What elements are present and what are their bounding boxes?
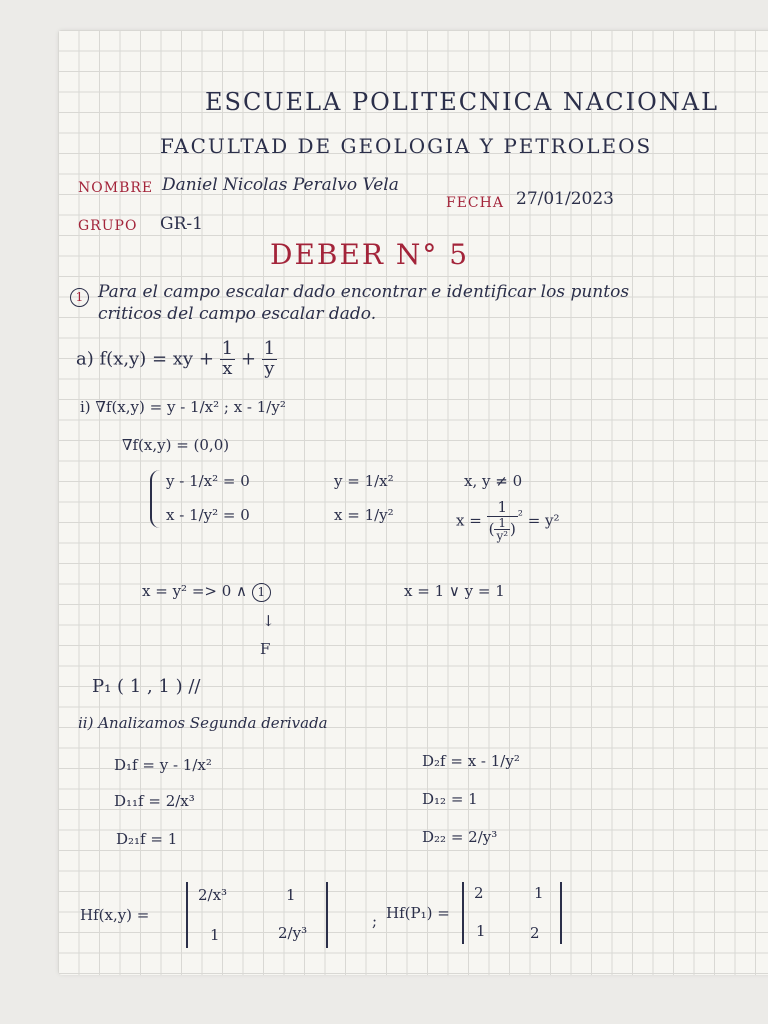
- faculty-name: FACULTAD DE GEOLOGIA Y PETROLEOS: [160, 134, 653, 158]
- hp11: 2: [474, 884, 484, 902]
- school-name: ESCUELA POLITECNICA NACIONAL: [205, 88, 720, 116]
- solution-eq2: x = 1/y²: [334, 506, 394, 524]
- nested-fraction-expression: x = 1 ( $\frac{1}{\text{y²}}$ ) $^{^2}$ = y²: [456, 498, 560, 544]
- gradient-step: i) ∇f(x,y) = y - 1/x² ; x - 1/y²: [80, 398, 286, 416]
- h12: 1: [286, 886, 296, 904]
- h22: 2/y³: [278, 924, 308, 942]
- result: x = 1 ∨ y = 1: [404, 582, 505, 600]
- fecha-label: FECHA: [446, 195, 504, 211]
- hessian-left-bar: [186, 882, 188, 948]
- grupo-value: GR-1: [160, 214, 203, 234]
- system-eq2: x - 1/y² = 0: [166, 506, 250, 524]
- arrow-down: ↓: [262, 612, 275, 630]
- hessian-p-left-bar: [462, 882, 464, 944]
- d21f: D₂₁f = 1: [116, 830, 178, 848]
- grupo-label: GRUPO: [78, 218, 138, 234]
- hp22: 2: [530, 924, 540, 942]
- problem-statement-line1: Para el campo escalar dado encontrar e identificar los puntos: [98, 282, 630, 302]
- page-title: DEBER N° 5: [270, 238, 470, 271]
- fecha-value: 27/01/2023: [516, 189, 614, 209]
- hp21: 1: [476, 922, 486, 940]
- problem-number: 1: [70, 286, 89, 307]
- hessian-label: Hf(x,y) =: [80, 906, 150, 924]
- system-brace: [150, 470, 164, 528]
- d2f: D₂f = x - 1/y²: [422, 752, 520, 770]
- nombre-value: Daniel Nicolas Peralvo Vela: [162, 175, 399, 195]
- d12: D₁₂ = 1: [422, 790, 478, 808]
- function-definition: a) f(x,y) = xy + $\frac{1}{x}$ + $\frac{1}{y}$: [76, 338, 276, 379]
- hp12: 1: [534, 884, 544, 902]
- critical-point: P₁ ( 1 , 1 ) //: [92, 676, 201, 697]
- hessian-right-bar: [326, 882, 328, 948]
- h21: 1: [210, 926, 220, 944]
- hessian-p-label: Hf(P₁) =: [386, 904, 450, 922]
- nombre-label: NOMBRE: [78, 180, 154, 196]
- d11f: D₁₁f = 2/x³: [114, 792, 195, 810]
- h11: 2/x³: [198, 886, 228, 904]
- semicolon: ;: [372, 912, 378, 930]
- d22: D₂₂ = 2/y³: [422, 828, 498, 846]
- hessian-p-right-bar: [560, 882, 562, 944]
- solution-eq1: y = 1/x²: [334, 472, 394, 490]
- gradient-zero: ∇f(x,y) = (0,0): [122, 436, 230, 454]
- system-eq1: y - 1/x² = 0: [166, 472, 250, 490]
- d1f: D₁f = y - 1/x²: [114, 756, 212, 774]
- domain-condition: x, y ≠ 0: [464, 472, 523, 490]
- false-mark: F: [260, 640, 271, 658]
- second-derivative-step: ii) Analizamos Segunda derivada: [78, 714, 328, 732]
- problem-statement-line2: criticos del campo escalar dado.: [98, 304, 377, 324]
- implication: x = y² => 0 ∧ 1: [142, 582, 271, 602]
